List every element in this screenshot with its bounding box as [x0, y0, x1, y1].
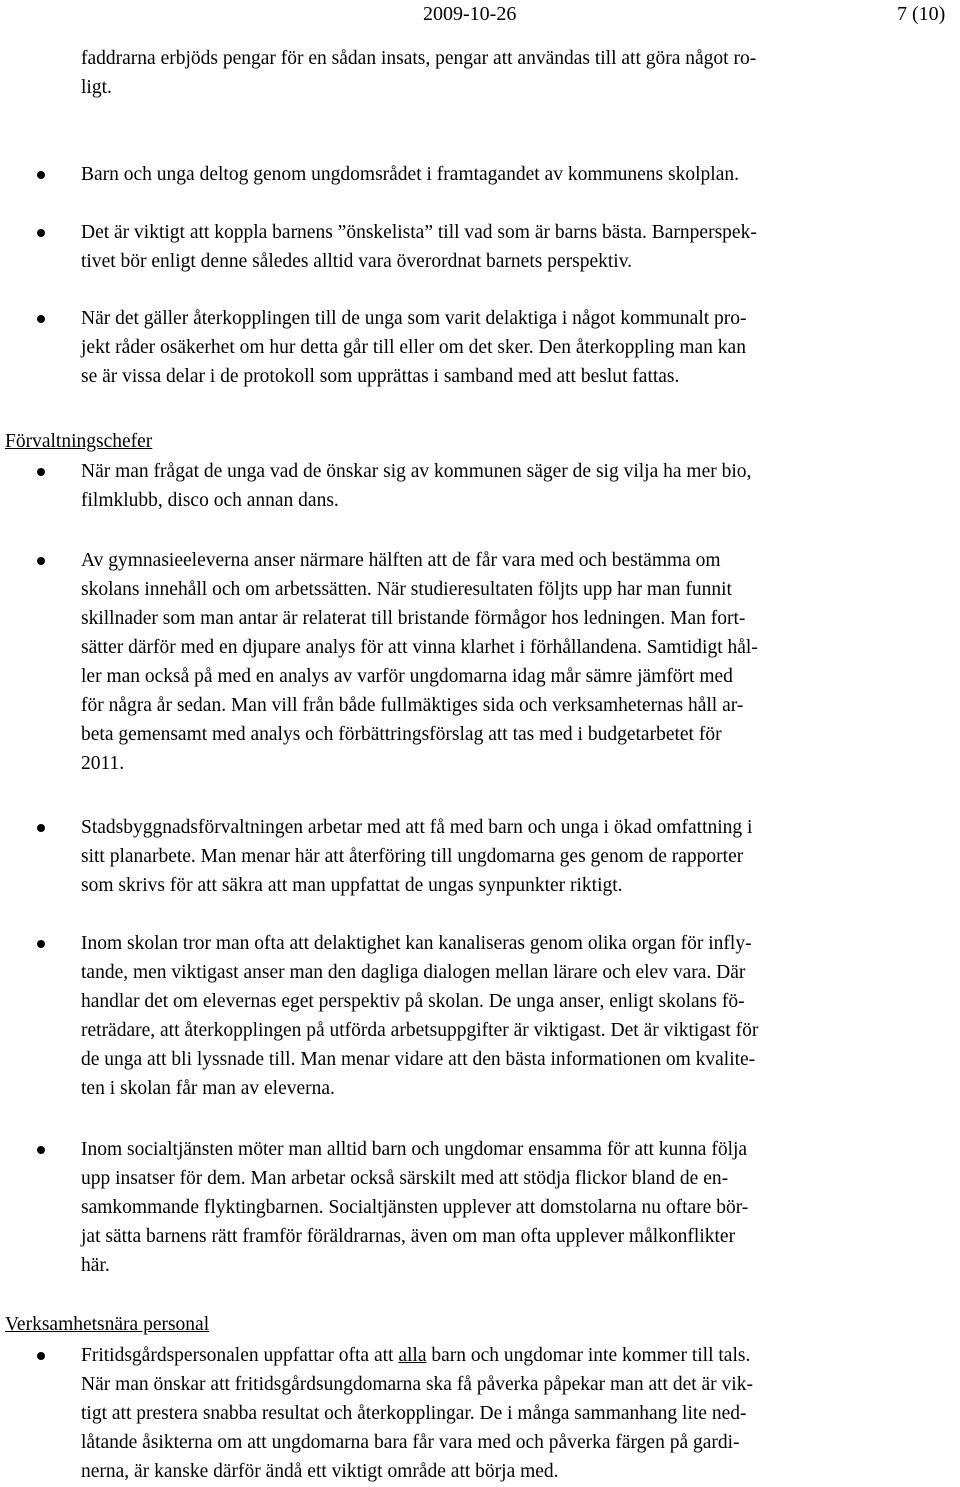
text-line: tivet bör enligt denne således alltid vara överordnat barnets perspektiv. — [81, 251, 633, 272]
text-line: skillnader som man antar är relaterat till bristande förmågor hos ledningen. Man fort- — [81, 608, 746, 629]
bullet-icon — [37, 468, 45, 476]
text-line: reträdare, att återkopplingen på utförda arbetsuppgifter är viktigast. Det är viktigast för — [81, 1020, 759, 1041]
text-line: När det gäller återkopplingen till de unga som varit delaktiga i något kommunalt pro- — [81, 308, 747, 329]
text-line: ten i skolan får man av eleverna. — [81, 1078, 335, 1099]
bullet-icon — [37, 824, 45, 832]
text-line: upp insatser för dem. Man arbetar också särskilt med att stödja flickor bland de en- — [81, 1168, 729, 1189]
text-line: låtande åsikterna om att ungdomarna bara får vara med och påverka färgen på gardi- — [81, 1432, 740, 1453]
text-line: de unga att bli lyssnade till. Man menar vidare att den bästa informationen om kvalite- — [81, 1049, 756, 1070]
bullet-icon — [37, 940, 45, 948]
text-line: 2011. — [81, 753, 125, 774]
text-line: När man frågat de unga vad de önskar sig av kommunen säger de sig vilja ha mer bio, — [81, 461, 752, 482]
text-line: nerna, är kanske därför ändå ett viktigt område att börja med. — [81, 1461, 559, 1482]
bullet-icon — [37, 229, 45, 237]
bullet-icon — [37, 1352, 45, 1360]
text-line: Av gymnasieeleverna anser närmare hälften att de får vara med och bestämma om — [81, 550, 721, 571]
text-segment: Fritidsgårdspersonalen uppfattar ofta att — [81, 1345, 399, 1366]
text-line — [81, 1341, 750, 1370]
text-line: sätter därför med en djupare analys för att vinna klarhet i förhållandena. Samtidigt hål- — [81, 637, 758, 658]
text-line: sitt planarbete. Man menar här att återföring till ungdomarna ges genom de rapporter — [81, 846, 744, 867]
text-segment: barn och ungdomar inte kommer till tals. — [426, 1345, 751, 1366]
header-date: 2009-10-26 — [423, 3, 517, 25]
text-line: Det är viktigt att koppla barnens ”önskelista” till vad som är barns bästa. Barnperspek- — [81, 222, 757, 243]
text-line: tigt att prestera snabba resultat och återkopplingar. De i många sammanhang lite ned- — [81, 1403, 747, 1424]
text-line: se är vissa delar i de protokoll som upprättas i samband med att beslut fattas. — [81, 366, 680, 387]
text-line: När man önskar att fritidsgårdsungdomarna ska få påverka påpekar man att det är vik- — [81, 1374, 753, 1395]
text-line: ligt. — [81, 77, 112, 98]
emphasis-underline: alla — [398, 1345, 427, 1366]
text-line: här. — [81, 1255, 110, 1276]
section-heading-verksamhetsnara-personal: Verksamhetsnära personal — [5, 1314, 210, 1335]
text-line: Barn och unga deltog genom ungdomsrådet i framtagandet av kommunens skolplan. — [81, 164, 739, 185]
text-line: skolans innehåll och om arbetssätten. När studieresultaten följts upp har man funnit — [81, 579, 732, 600]
section-heading-forvaltningschefer: Förvaltningschefer — [5, 431, 153, 452]
text-line: jekt råder osäkerhet om hur detta går till eller om det sker. Den återkoppling man kan — [81, 337, 746, 358]
text-line: Stadsbyggnadsförvaltningen arbetar med att få med barn och unga i ökad omfattning i — [81, 817, 753, 838]
text-line: handlar det om elevernas eget perspektiv på skolan. De unga anser, enligt skolans fö- — [81, 991, 745, 1012]
text-line: samkommande flyktingbarnen. Socialtjänsten upplever att domstolarna nu oftare bör- — [81, 1197, 749, 1218]
text-line: filmklubb, disco och annan dans. — [81, 490, 339, 511]
text-line: faddrarna erbjöds pengar för en sådan insats, pengar att användas till att göra något ro- — [81, 48, 757, 69]
text-line: Inom socialtjänsten möter man alltid barn och ungdomar ensamma för att kunna följa — [81, 1139, 748, 1160]
text-line: jat sätta barnens rätt framför föräldrarnas, även om man ofta upplever målkonflikter — [81, 1226, 736, 1247]
text-line: som skrivs för att säkra att man uppfattat de ungas synpunkter riktigt. — [81, 875, 623, 896]
text-line: beta gemensamt med analys och förbättringsförslag att tas med i budgetarbetet för — [81, 724, 722, 745]
bullet-icon — [37, 1146, 45, 1154]
text-line: Inom skolan tror man ofta att delaktighet kan kanaliseras genom olika organ för infly- — [81, 933, 752, 954]
text-line: för några år sedan. Man vill från både fullmäktiges sida och verksamheternas håll ar- — [81, 695, 744, 716]
page-number: 7 (10) — [897, 3, 946, 25]
bullet-icon — [37, 557, 45, 565]
bullet-icon — [37, 315, 45, 323]
text-line: tande, men viktigast anser man den dagliga dialogen mellan lärare och elev vara. Där — [81, 962, 746, 983]
text-line: ler man också på med en analys av varför ungdomarna idag mår sämre jämfört med — [81, 666, 733, 687]
bullet-icon — [37, 171, 45, 179]
